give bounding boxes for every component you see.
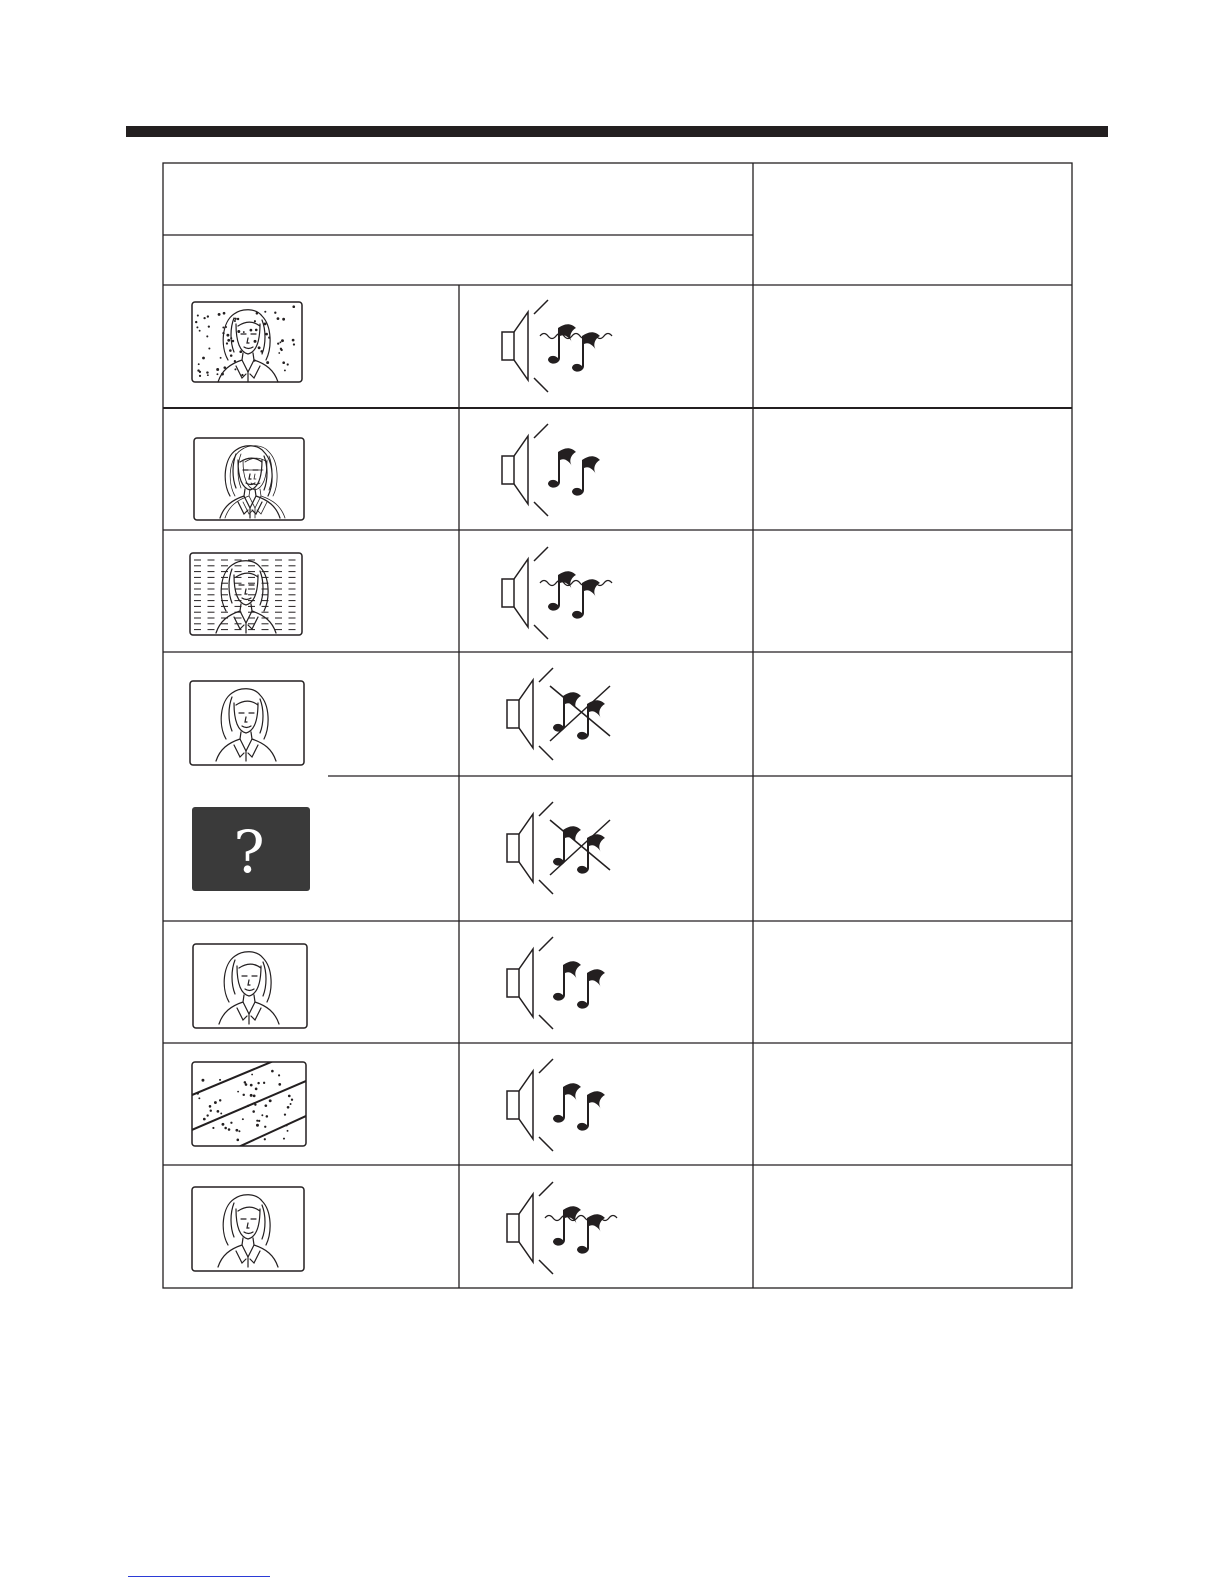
snow-dot <box>265 333 268 336</box>
snow-dot <box>278 1083 281 1086</box>
snow-dot <box>256 312 259 315</box>
sound-ray <box>539 937 553 951</box>
snow-dot <box>222 332 224 334</box>
snow-dot <box>216 373 218 375</box>
snow-dot <box>263 1082 265 1084</box>
noise-wave <box>545 1216 617 1221</box>
snow-dot <box>255 329 258 332</box>
snow-dot <box>207 374 209 376</box>
snow-dot <box>202 357 205 360</box>
sound-ray <box>539 1260 553 1274</box>
snow-dot <box>288 1095 291 1098</box>
snow-dot <box>286 1124 288 1126</box>
snow-dot <box>224 1127 227 1130</box>
snow-dot <box>260 350 263 353</box>
noise-wave <box>540 581 612 586</box>
snow-dot <box>242 1094 244 1096</box>
snow-dot <box>281 339 284 342</box>
snow-dot <box>214 1101 217 1104</box>
snow-dot <box>257 1082 259 1084</box>
snow-dot <box>287 1130 289 1132</box>
snow-dot <box>261 1114 263 1116</box>
snow-dot <box>220 357 222 359</box>
snow-dot <box>234 368 236 370</box>
header-cell-remedy <box>753 163 1072 285</box>
snow-dot <box>238 1130 240 1132</box>
snow-dot <box>258 1120 260 1122</box>
question-mark-glyph: ? <box>233 818 265 886</box>
music-note <box>577 1091 605 1130</box>
snow-dot <box>290 1103 292 1105</box>
snow-dot <box>271 1070 274 1073</box>
snow-dot <box>282 361 285 364</box>
speaker-icon <box>507 1071 533 1139</box>
normal-sound-icon <box>505 1057 635 1157</box>
snow-dot <box>242 1118 244 1120</box>
snow-dot <box>255 1088 258 1091</box>
snow-dot <box>268 337 270 339</box>
snow-dot <box>264 1138 266 1140</box>
sound-ray <box>539 668 553 682</box>
footer-link-underline[interactable] <box>128 1576 270 1577</box>
snow-dot <box>287 1106 290 1109</box>
snow-dot <box>221 1123 224 1126</box>
music-note <box>548 324 576 363</box>
snow-dot <box>208 325 210 327</box>
snow-dot <box>284 369 286 371</box>
snow-dot <box>292 305 295 308</box>
snow-dot <box>252 1110 255 1113</box>
snow-dot <box>195 321 197 323</box>
snow-dot <box>280 349 282 351</box>
sound-ray <box>534 502 548 516</box>
snow-dot <box>228 1128 231 1131</box>
no-sound-icon <box>505 666 635 766</box>
snow-dot <box>234 320 236 322</box>
snow-dot <box>279 341 281 343</box>
snow-dot <box>278 1074 280 1076</box>
snow-dot <box>264 311 266 313</box>
snow-dot <box>207 315 209 317</box>
snow-dot <box>230 337 232 339</box>
sound-ray <box>534 378 548 392</box>
snow-dot <box>282 318 285 321</box>
snow-dot <box>197 1092 199 1094</box>
snow-dot <box>243 331 245 333</box>
sound-ray <box>534 300 548 314</box>
snow-dot <box>196 326 198 328</box>
snow-dot <box>256 1120 258 1122</box>
header-cell-subheading <box>163 235 753 285</box>
sound-ray <box>539 1059 553 1073</box>
snow-dot <box>283 1138 285 1140</box>
snow-dot <box>239 350 242 353</box>
snow-dot <box>198 363 200 365</box>
normal-sound-icon <box>505 935 635 1035</box>
snow-dot <box>266 1115 269 1118</box>
snow-dot <box>254 340 257 343</box>
snow-dot <box>223 366 226 369</box>
normal-sound-icon <box>500 422 630 522</box>
snow-dot <box>197 369 199 371</box>
normal-picture-icon <box>188 679 308 767</box>
snow-dot <box>219 1079 221 1081</box>
snow-dot <box>253 359 255 361</box>
normal-picture-icon <box>190 1185 308 1273</box>
snow-dot <box>244 1081 247 1084</box>
snow-dot <box>230 1122 232 1124</box>
snow-dot <box>234 360 236 362</box>
sound-ray <box>539 802 553 816</box>
sound-ray <box>534 424 548 438</box>
sound-ray <box>534 547 548 561</box>
snow-dot <box>237 1091 239 1093</box>
snow-dot <box>287 363 289 365</box>
sound-ray <box>534 625 548 639</box>
snow-dot <box>203 1118 206 1121</box>
snow-dot <box>237 318 239 320</box>
speaker-icon <box>507 814 533 882</box>
normal-picture-icon <box>191 942 311 1030</box>
snow-dot <box>277 317 280 320</box>
snow-dot <box>236 1139 239 1142</box>
snow-dot <box>221 373 224 376</box>
speaker-icon <box>502 436 528 504</box>
snow-dot <box>237 330 240 333</box>
snow-dot <box>258 346 261 349</box>
snow-dot <box>250 329 253 332</box>
snow-dot <box>229 349 232 352</box>
no-sound-icon <box>505 800 635 900</box>
remedy-cell <box>753 530 1072 652</box>
snow-dot <box>269 1099 272 1102</box>
snow-dot <box>199 375 201 377</box>
snow-dot <box>265 1104 268 1107</box>
snow-dot <box>284 1114 286 1116</box>
speaker-icon <box>502 312 528 380</box>
remedy-cell <box>753 921 1072 1043</box>
speaker-icon <box>507 680 533 748</box>
snow-dot <box>206 335 208 337</box>
snow-dot <box>223 312 226 315</box>
header-cell-picture-sound <box>163 163 753 235</box>
snow-dot <box>206 1114 208 1116</box>
snow-dot <box>226 342 228 344</box>
speaker-icon <box>507 949 533 1017</box>
snow-dot <box>277 342 279 344</box>
snow-dot <box>198 1097 200 1099</box>
snow-dot <box>210 1109 212 1111</box>
snow-dot <box>202 1079 205 1082</box>
snow-dot <box>235 1129 238 1132</box>
snow-dot <box>253 1094 256 1097</box>
interference-lines-picture-icon <box>188 551 306 637</box>
remedy-cell <box>753 408 1072 530</box>
music-note <box>572 456 600 495</box>
snow-dot <box>226 334 229 337</box>
noise-wave <box>540 334 612 339</box>
snow-dot <box>250 1094 253 1097</box>
snow-dot <box>256 1124 259 1127</box>
sound-ray <box>539 746 553 760</box>
snow-dot <box>197 314 199 316</box>
snow-dot <box>199 330 201 332</box>
sound-ray <box>539 880 553 894</box>
snow-dot <box>220 1113 222 1115</box>
snow-dot <box>219 1099 221 1101</box>
remedy-cell <box>753 652 1072 776</box>
sound-ray <box>539 1137 553 1151</box>
snow-dot <box>222 327 224 329</box>
remedy-cell <box>753 1165 1072 1288</box>
noisy-sound-icon <box>500 298 630 398</box>
diagonal-stripes-picture-icon <box>190 1060 310 1148</box>
music-note <box>553 1083 581 1122</box>
snow-dot <box>254 1103 256 1105</box>
snowy-picture-icon <box>190 300 306 384</box>
snow-dot <box>212 1127 214 1129</box>
no-picture-icon <box>191 806 311 892</box>
sound-ray <box>539 1182 553 1196</box>
snow-dot <box>274 312 276 314</box>
snow-dot <box>278 352 280 354</box>
snow-dot <box>264 1126 266 1128</box>
music-note <box>553 961 581 1000</box>
music-note <box>548 571 576 610</box>
remedy-cell <box>753 285 1072 408</box>
snow-dot <box>216 368 219 371</box>
snow-dot <box>206 371 208 373</box>
snow-dot <box>225 326 227 328</box>
snow-dot <box>247 1105 249 1107</box>
snow-dot <box>293 343 295 345</box>
snow-dot <box>203 317 205 319</box>
snow-dot <box>264 322 267 325</box>
remedy-cell <box>753 1043 1072 1165</box>
snow-dot <box>250 1084 253 1087</box>
speaker-icon <box>507 1194 533 1262</box>
snow-dot <box>208 348 210 350</box>
snow-dot <box>251 1074 253 1076</box>
ghost-picture-icon <box>192 436 308 522</box>
snow-dot <box>230 354 233 357</box>
sound-ray <box>539 1015 553 1029</box>
speaker-icon <box>502 559 528 627</box>
noisy-sound-icon <box>500 545 630 645</box>
noisy-sound-icon <box>505 1180 635 1280</box>
snow-dot <box>218 313 221 316</box>
music-note <box>577 969 605 1008</box>
snow-dot <box>291 1099 293 1101</box>
music-note <box>548 448 576 487</box>
snow-dot <box>232 340 235 343</box>
snow-dot <box>209 1105 212 1108</box>
music-note <box>553 1206 581 1245</box>
snow-dot <box>227 339 230 342</box>
snow-dot <box>292 339 295 342</box>
remedy-cell <box>753 776 1072 921</box>
snow-dot <box>234 318 236 320</box>
snow-dot <box>266 361 269 364</box>
snow-dot <box>254 320 256 322</box>
snow-dot <box>217 1110 220 1113</box>
snow-dot <box>241 374 243 376</box>
